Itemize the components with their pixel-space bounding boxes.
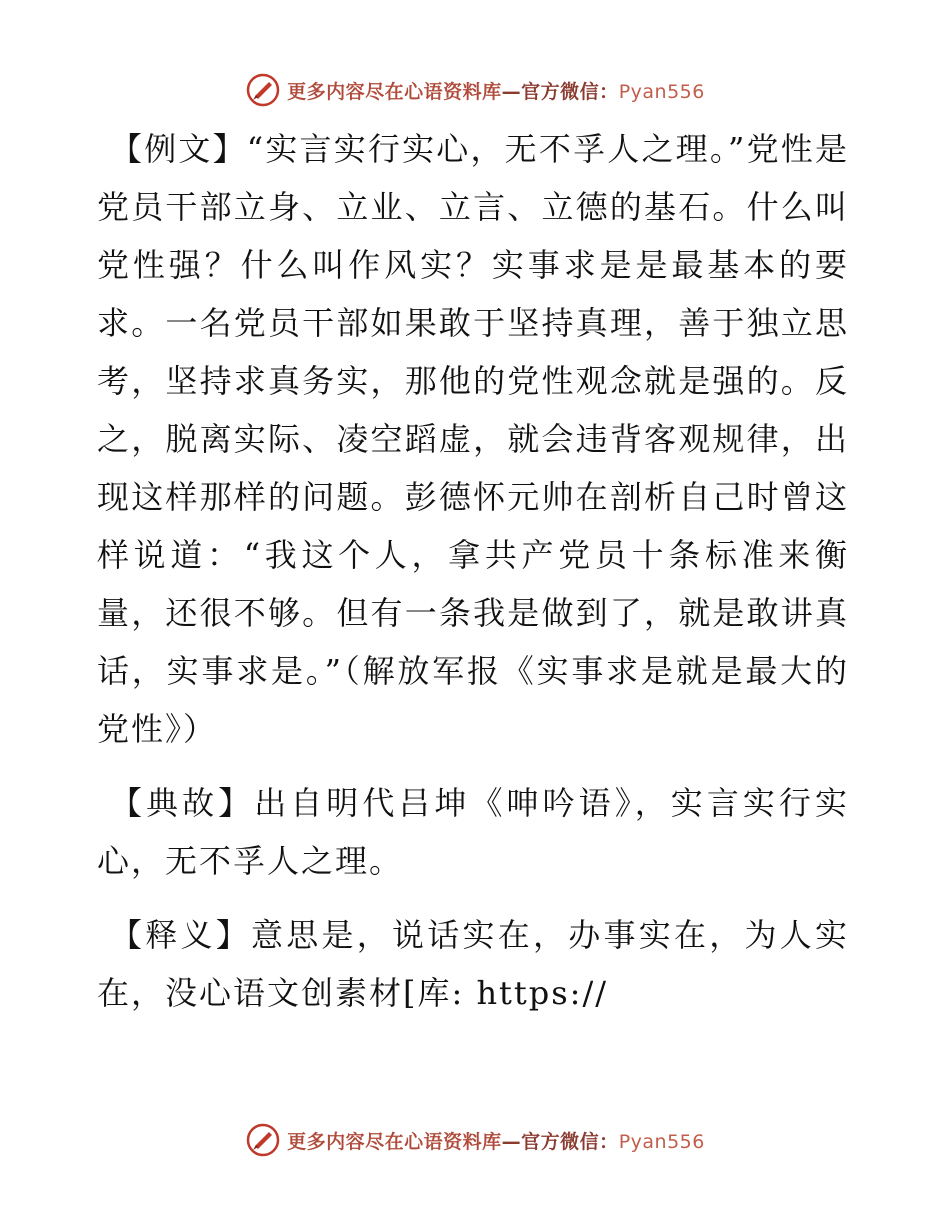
banner-wechat-id: Pyan556	[618, 1130, 705, 1153]
banner-main-text: 更多内容尽在心语资料库	[287, 1130, 502, 1153]
paragraph-tag: 【典故】	[110, 784, 255, 822]
paragraph-text: 出自明代吕坤《呻吟语》，实言实行实心，无不孚人之理。	[97, 784, 849, 880]
banner-official-label: 官方微信：	[521, 1130, 619, 1153]
footer-watermark-banner	[0, 1120, 950, 1160]
paragraph-example	[97, 120, 849, 758]
banner-dash: —	[501, 80, 522, 103]
header-watermark-banner	[0, 70, 950, 110]
paragraph-text: 意思是，说话实在，办事实在，为人实在，没心语文创素材[库: https://	[97, 916, 849, 1012]
library-logo-icon	[245, 1122, 281, 1158]
paragraph-meaning	[97, 906, 849, 1022]
banner-text	[287, 77, 705, 104]
library-logo-icon	[245, 72, 281, 108]
banner-dash: —	[501, 1130, 522, 1153]
banner-official-label: 官方微信：	[521, 80, 619, 103]
article-body	[97, 120, 849, 1038]
paragraph-allusion	[97, 774, 849, 890]
paragraph-text: “实言实行实心，无不孚人之理。”党性是党员干部立身、立业、立言、立德的基石。什么叫党性强？什么叫作风实？实事求是是最基本的要求。一名党员干部如果敢于坚持真理，善于独立思考，坚持求真务实，那他的党性观念就是强的。反之，脱离实际、凌空蹈虚，就会违背客观规律，出现这样那样的问题。彭德怀元帅在剖析自己时曾这样说道：“我这个人，拿共产党员十条标准来衡量，还很不够。但有一条我是做到了，就是敢讲真话，实事求是。”（解放军报《实事求是就是最大的党性》）	[97, 130, 849, 748]
paragraph-tag: 【释义】	[110, 916, 251, 954]
paragraph-tag: 【例文】	[110, 130, 247, 168]
banner-text	[287, 1127, 705, 1154]
banner-wechat-id: Pyan556	[618, 80, 705, 103]
banner-main-text: 更多内容尽在心语资料库	[287, 80, 502, 103]
